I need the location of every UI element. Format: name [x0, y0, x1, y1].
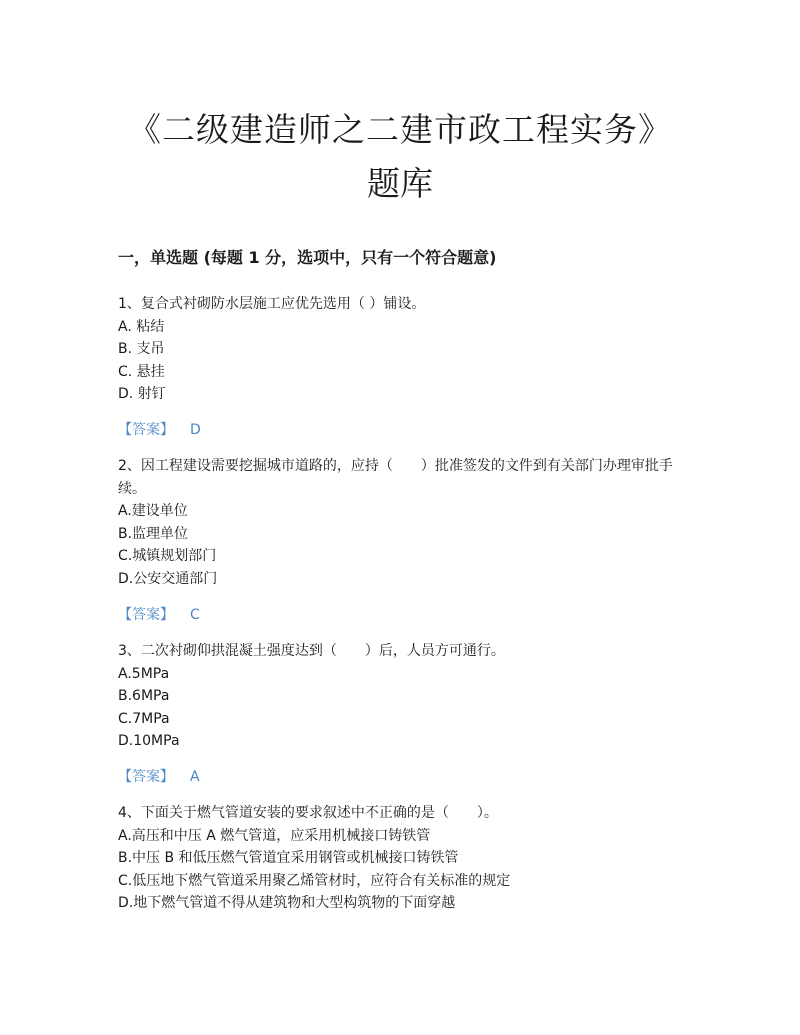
- option-b: B. 支吊: [118, 341, 165, 357]
- section-heading: 一，单选题 (每题 1 分，选项中，只有一个符合题意): [118, 248, 497, 267]
- option-c: C. 悬挂: [118, 363, 165, 380]
- question-3: [118, 640, 688, 753]
- answer-2: [118, 604, 200, 626]
- answer-label: 【答案】: [118, 607, 174, 623]
- option-b: B.中压 B 和低压燃气管道宜采用钢管或机械接口铸铁管: [118, 850, 459, 866]
- answer-label: 【答案】: [118, 769, 174, 785]
- answer-3: [118, 766, 200, 788]
- document-title: 《二级建造师之二建市政工程实务》: [128, 110, 672, 149]
- question-4: [118, 802, 688, 915]
- question-2: [118, 455, 688, 590]
- document-subtitle: 题库: [367, 164, 433, 203]
- option-a: A. 粘结: [118, 318, 165, 335]
- option-c: C.城镇规划部门: [118, 548, 217, 564]
- option-d: D.公安交通部门: [118, 570, 218, 587]
- option-b: B.6MPa: [118, 688, 170, 704]
- option-d: D. 射钉: [118, 386, 166, 402]
- answer-label: 【答案】: [118, 422, 174, 438]
- answer-value: A: [190, 769, 200, 785]
- option-c: C.低压地下燃气管道采用聚乙烯管材时，应符合有关标准的规定: [118, 872, 511, 889]
- option-a: A.建设单位: [118, 503, 188, 519]
- question-1: [118, 293, 688, 406]
- question-stem: 3、二次衬砌仰拱混凝土强度达到（ ）后，人员方可通行。: [118, 643, 505, 659]
- question-stem: 1、复合式衬砌防水层施工应优先选用（ ）铺设。: [118, 296, 426, 312]
- option-d: D.10MPa: [118, 733, 180, 749]
- option-d: D.地下燃气管道不得从建筑物和大型构筑物的下面穿越: [118, 895, 456, 911]
- question-stem: 2、因工程建设需要挖掘城市道路的，应持（ ）批准签发的文件到有关部门办理审批手续。: [118, 458, 673, 497]
- option-b: B.监理单位: [118, 525, 189, 542]
- answer-value: D: [190, 422, 201, 438]
- option-c: C.7MPa: [118, 710, 170, 727]
- option-a: A.5MPa: [118, 665, 170, 682]
- answer-value: C: [190, 607, 200, 623]
- question-stem: 4、下面关于燃气管道安装的要求叙述中不正确的是（ ）。: [118, 805, 498, 821]
- answer-1: [118, 419, 201, 441]
- option-a: A.高压和中压 A 燃气管道，应采用机械接口铸铁管: [118, 827, 431, 844]
